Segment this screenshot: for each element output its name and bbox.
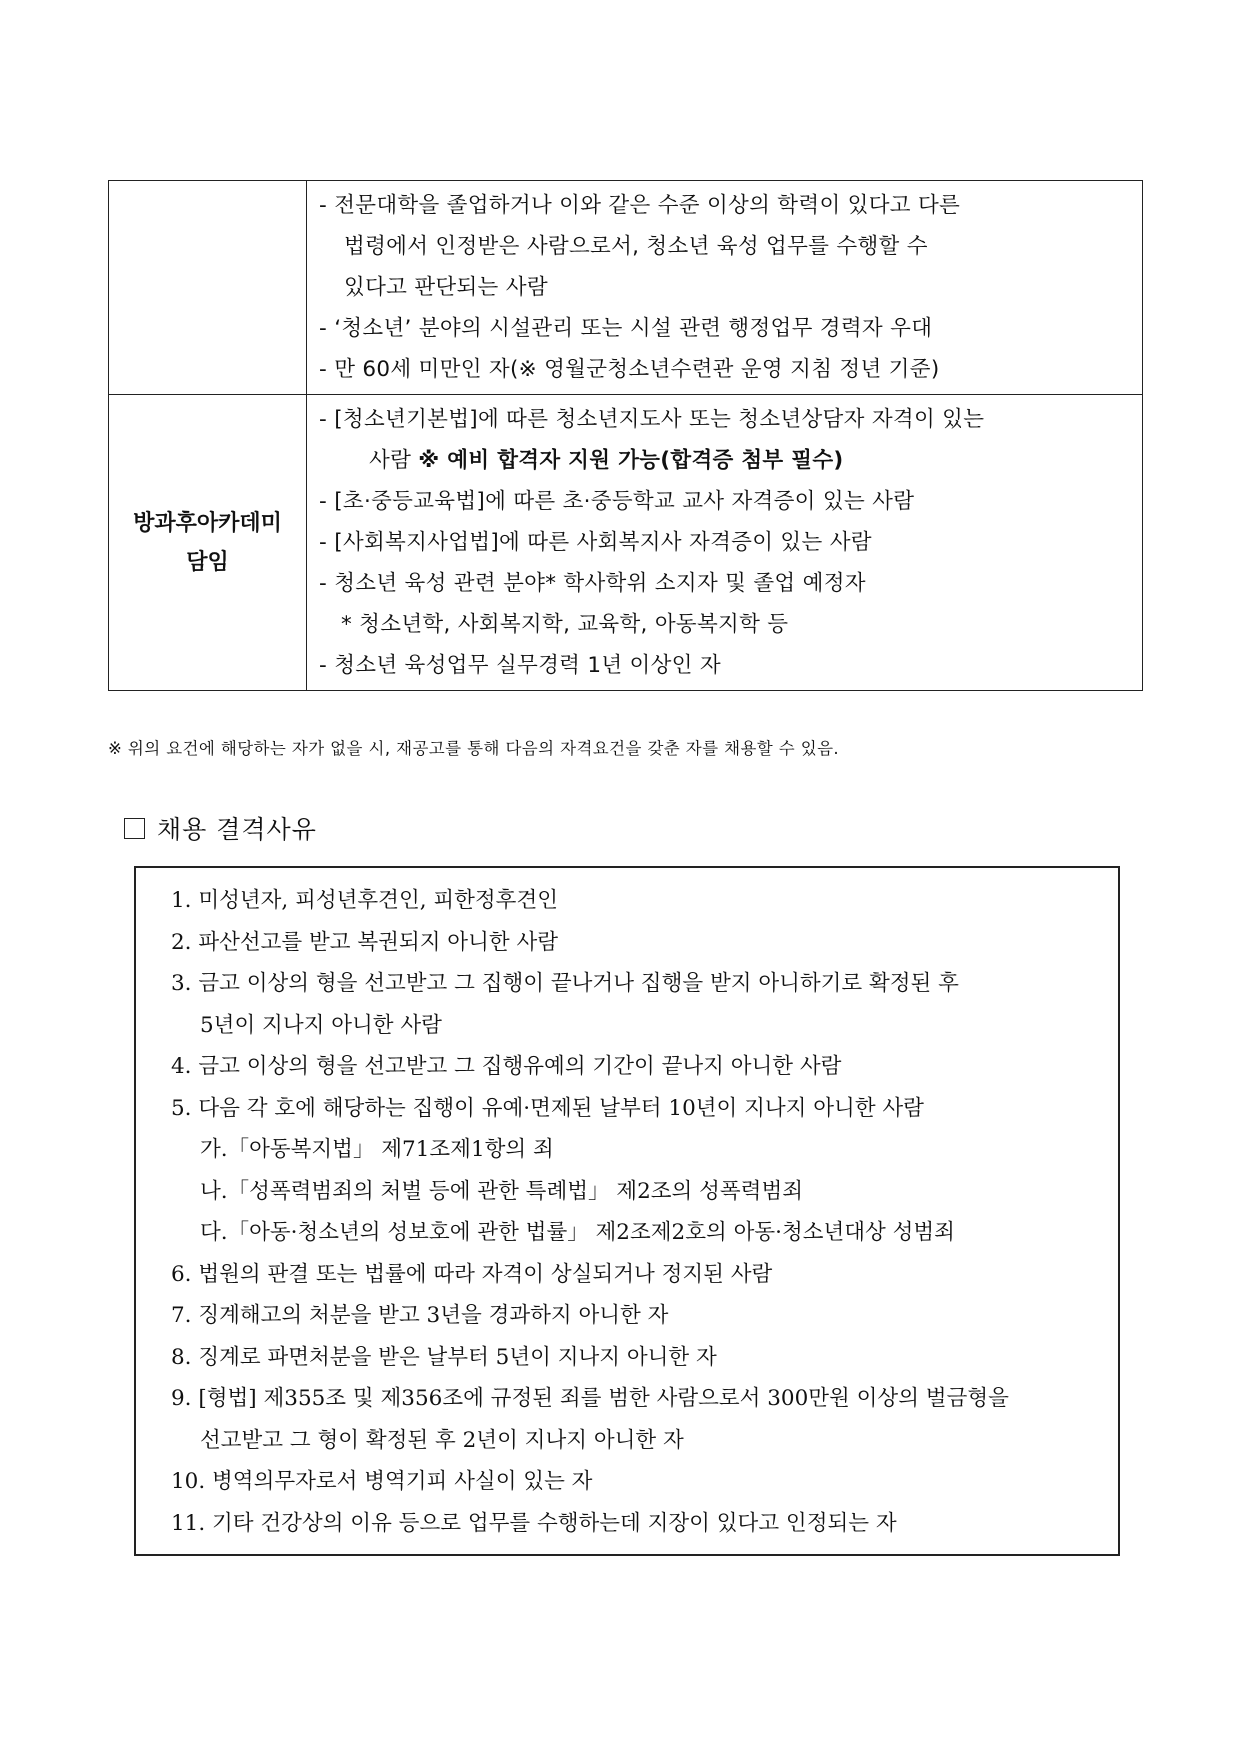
list-item: 9. [형법] 제355조 및 제356조에 규정된 죄를 범한 사람으로서 300만원 이상의 벌금형을 xyxy=(171,1386,1009,1411)
list-item-continuation: 5년이 지나지 아니한 사람 xyxy=(200,1012,442,1038)
qualification-table xyxy=(108,180,1143,691)
list-item: 10. 병역의무자로서 병역기피 사실이 있는 자 xyxy=(171,1469,593,1494)
requirement-line: - 전문대학을 졸업하거나 이와 같은 수준 이상의 학력이 있다고 다른 xyxy=(319,193,961,218)
requirement-line: - 만 60세 미만인 자(※ 영월군청소년수련관 운영 지침 정년 기준) xyxy=(319,357,940,382)
list-subitem: 가.「아동복지법」 제71조제1항의 죄 xyxy=(200,1137,554,1162)
list-item: 6. 법원의 판결 또는 법률에 따라 자격이 상실되거나 정지된 사람 xyxy=(171,1261,773,1287)
list-item: 8. 징계로 파면처분을 받은 날부터 5년이 지나지 아니한 자 xyxy=(171,1344,717,1370)
section-heading-text: 채용 결격사유 xyxy=(157,815,317,844)
row-content xyxy=(307,181,1143,395)
table-row xyxy=(109,395,1143,691)
list-item-continuation: 선고받고 그 형이 확정된 후 2년이 지나지 아니한 자 xyxy=(200,1427,684,1453)
requirement-text: 사람 xyxy=(369,448,419,473)
requirement-line: - [사회복지사업법]에 따른 사회복지사 자격증이 있는 사람 xyxy=(319,530,872,555)
requirement-line xyxy=(319,440,1134,481)
requirement-line: - ‘청소년’ 분야의 시설관리 또는 시설 관련 행정업무 경력자 우대 xyxy=(319,316,933,341)
row-content xyxy=(307,395,1143,691)
section-heading xyxy=(124,810,317,850)
requirement-line: - 청소년 육성 관련 분야* 학사학위 소지자 및 졸업 예정자 xyxy=(319,571,866,596)
list-item: 4. 금고 이상의 형을 선고받고 그 집행유예의 기간이 끝나지 아니한 사람 xyxy=(171,1054,842,1079)
disqualification-box xyxy=(134,866,1120,1556)
list-item: 3. 금고 이상의 형을 선고받고 그 집행이 끝나거나 집행을 받지 아니하기로 확정된 후 xyxy=(171,971,959,996)
label-line-2: 담임 xyxy=(186,549,229,575)
label-line-1: 방과후아카데미 xyxy=(133,510,282,536)
list-subitem: 다.「아동·청소년의 성보호에 관한 법률」 제2조제2호의 아동·청소년대상 성범죄 xyxy=(200,1220,955,1245)
list-item: 1. 미성년자, 피성년후견인, 피한정후견인 xyxy=(171,888,558,913)
list-item: 7. 징계해고의 처분을 받고 3년을 경과하지 아니한 자 xyxy=(171,1303,669,1328)
table-row xyxy=(109,181,1143,395)
list-subitem: 나.「성폭력범죄의 처벌 등에 관한 특례법」 제2조의 성폭력범죄 xyxy=(200,1178,803,1204)
requirement-line: 법령에서 인정받은 사람으로서, 청소년 육성 업무를 수행할 수 xyxy=(344,234,928,259)
row-label-afterschool-academy xyxy=(109,395,307,691)
re-announcement-note: ※ 위의 요건에 해당하는 자가 없을 시, 재공고를 통해 다음의 자격요건을 갖춘 자를 채용할 수 있음. xyxy=(108,739,840,758)
bold-note: ※ 예비 합격자 지원 가능(합격증 첨부 필수) xyxy=(418,448,844,473)
row-label-empty xyxy=(109,181,307,395)
square-bullet-icon xyxy=(124,818,145,839)
list-item: 5. 다음 각 호에 해당하는 집행이 유예·면제된 날부터 10년이 지나지 아니한 사람 xyxy=(171,1095,924,1121)
list-item: 11. 기타 건강상의 이유 등으로 업무를 수행하는데 지장이 있다고 인정되는 자 xyxy=(171,1510,897,1536)
requirement-line: - [초·중등교육법]에 따른 초·중등학교 교사 자격증이 있는 사람 xyxy=(319,489,915,514)
requirement-line: - [청소년기본법]에 따른 청소년지도사 또는 청소년상담자 자격이 있는 xyxy=(319,407,985,432)
requirement-line: * 청소년학, 사회복지학, 교육학, 아동복지학 등 xyxy=(341,612,789,637)
requirement-line: 있다고 판단되는 사람 xyxy=(344,275,548,300)
requirement-line: - 청소년 육성업무 실무경력 1년 이상인 자 xyxy=(319,653,721,678)
list-item: 2. 파산선고를 받고 복권되지 아니한 사람 xyxy=(171,929,558,955)
